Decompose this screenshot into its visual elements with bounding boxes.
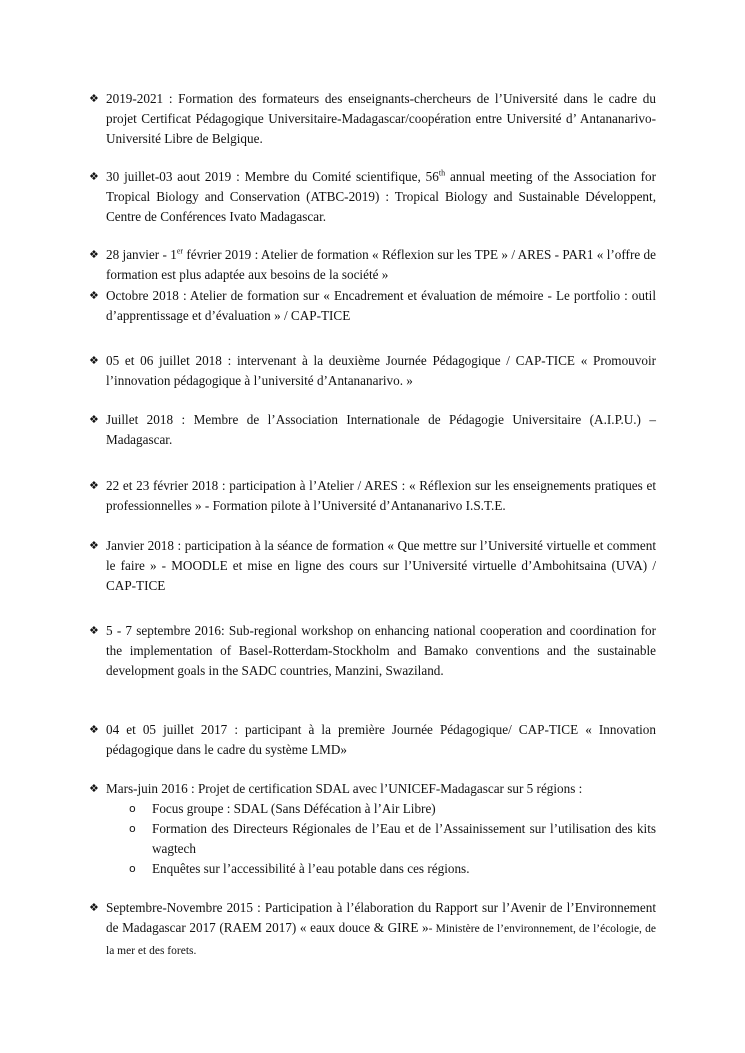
circle-bullet-icon: o (129, 802, 136, 815)
sub-item-text: Focus groupe : SDAL (Sans Défécation à l’Air Libre) (152, 801, 436, 816)
list-item (89, 536, 656, 595)
item-text: 30 juillet-03 aout 2019 : Membre du Comité scientifique, 56th annual meeting of the Association for Tropical Biology and Conservation (ATBC-2019) : Tropical Biology and Sustainable Développent, Centre de Conférences Ivato Madagascar. (106, 168, 656, 224)
diamond-bullet-icon: ❖ (89, 354, 99, 367)
list-item (89, 245, 656, 285)
sub-list-item (127, 819, 656, 859)
list-item (89, 351, 656, 391)
sub-list-item (127, 799, 656, 819)
list-item (89, 89, 656, 148)
item-text: 22 et 23 février 2018 : participation à l’Atelier / ARES : « Réflexion sur les enseignements pratiques et professionnelles » - Formation pilote à l’Université d’Antananarivo I.S.T.E. (106, 478, 656, 513)
circle-bullet-icon: o (129, 862, 136, 875)
item-text: 28 janvier - 1er février 2019 : Atelier de formation « Réflexion sur les TPE » / ARES - PAR1 « l’offre de formation est plus adaptée aux besoins de la société » (106, 246, 656, 282)
list-item (89, 779, 656, 799)
sub-item-text: Formation des Directeurs Régionales de l’Eau et de l’Assainissement sur l’utilisation des kits wagtech (152, 821, 656, 856)
list-item (89, 410, 656, 450)
list-item (89, 167, 656, 226)
diamond-bullet-icon: ❖ (89, 413, 99, 426)
list-item (89, 720, 656, 760)
diamond-bullet-icon: ❖ (89, 248, 99, 261)
diamond-bullet-icon: ❖ (89, 170, 99, 183)
diamond-bullet-icon: ❖ (89, 479, 99, 492)
list-item (89, 286, 656, 326)
diamond-bullet-icon: ❖ (89, 624, 99, 637)
item-text: Juillet 2018 : Membre de l’Association Internationale de Pédagogie Universitaire (A.I.P.U.) – Madagascar. (106, 412, 656, 447)
sub-item-text: Enquêtes sur l’accessibilité à l’eau potable dans ces régions. (152, 861, 470, 876)
diamond-bullet-icon: ❖ (89, 289, 99, 302)
item-text: 2019-2021 : Formation des formateurs des enseignants-chercheurs de l’Université dans le cadre du projet Certificat Pédagogique Universitaire-Madagascar/coopération entre Université d’ Antananarivo-Université Libre de Belgique. (106, 91, 656, 146)
item-text: Mars-juin 2016 : Projet de certification SDAL avec l’UNICEF-Madagascar sur 5 régions : (106, 781, 583, 796)
diamond-bullet-icon: ❖ (89, 92, 99, 105)
sub-list-item (127, 859, 656, 879)
diamond-bullet-icon: ❖ (89, 539, 99, 552)
list-item (89, 476, 656, 516)
circle-bullet-icon: o (129, 822, 136, 835)
item-text: 05 et 06 juillet 2018 : intervenant à la deuxième Journée Pédagogique / CAP-TICE « Promouvoir l’innovation pédagogique à l’université d’Antananarivo. » (106, 353, 656, 388)
list-item (89, 621, 656, 680)
list-item (89, 898, 656, 961)
item-text: Septembre-Novembre 2015 : Participation à l’élaboration du Rapport sur l’Avenir de l’Environnement de Madagascar 2017 (RAEM 2017) « eaux douce & GIRE »- Ministère de l’environnement, de l’écologie, de la mer et des forets. (106, 900, 656, 957)
item-text: 5 - 7 septembre 2016: Sub-regional workshop on enhancing national cooperation and coordination for the implementation of Basel-Rotterdam-Stockholm and Bamako conventions and the sustainable development goals in the SADC countries, Manzini, Swaziland. (106, 623, 656, 678)
item-text: Janvier 2018 : participation à la séance de formation « Que mettre sur l’Université virtuelle et comment le faire » - MOODLE et mise en ligne des cours sur l’Université virtuelle d’Ambohitsaina (UVA) / CAP-TICE (106, 538, 656, 593)
item-text: Octobre 2018 : Atelier de formation sur « Encadrement et évaluation de mémoire - Le portfolio : outil d’apprentissage et d’évaluation » / CAP-TICE (106, 288, 656, 323)
diamond-bullet-icon: ❖ (89, 901, 99, 914)
diamond-bullet-icon: ❖ (89, 723, 99, 736)
item-text: 04 et 05 juillet 2017 : participant à la première Journée Pédagogique/ CAP-TICE « Innovation pédagogique dans le cadre du système LMD» (106, 722, 656, 757)
diamond-bullet-icon: ❖ (89, 782, 99, 795)
